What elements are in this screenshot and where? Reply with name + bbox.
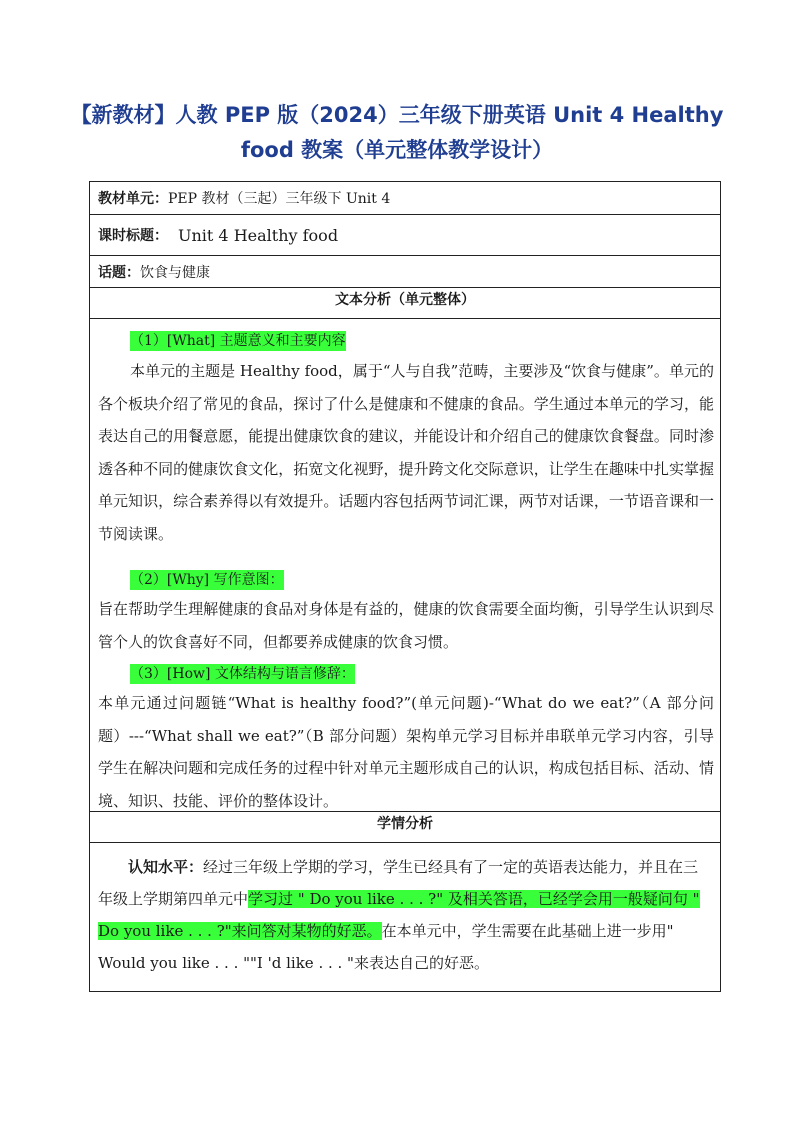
how-label: （3）[How] 文体结构与语言修辞：	[130, 666, 355, 682]
topic-label: 话题：	[98, 264, 140, 281]
cognitive-text-a: 经过三年级上学期的学习，学生已经具有了一定的英语表达能力，并且在三年级上学期第四单元中	[98, 858, 699, 908]
what-body: 本单元的主题是 Healthy food，属于“人与自我”范畴，主要涉及“饮食与健康”。单元的各个板块介绍了常见的食品，探讨了什么是健康和不健康的食品。学生通过本单元的学习，能表达自己的用餐意愿，能提出健康饮食的建议，并能设计和介绍自己的健康饮食餐盘。同时渗透各种不同的健康饮食文化，拓宽文化视野，提升跨文化交际意识，让学生在趣味中扎实掌握单元知识，综合素养得以有效提升。话题内容包括两节词汇课，两节对话课，一节语音课和一节阅读课。	[98, 362, 714, 543]
topic-row	[90, 256, 720, 288]
lesson-title-value: Unit 4 Healthy food	[178, 225, 339, 245]
topic-value: 饮食与健康	[140, 264, 210, 281]
title-line-2: food 教案（单元整体教学设计）	[240, 138, 554, 162]
what-label: （1）[What] 主题意义和主要内容	[130, 333, 346, 349]
unit-label: 教材单元：	[98, 191, 168, 207]
learner-analysis-heading: 学情分析	[90, 812, 720, 843]
unit-value: PEP 教材（三起）三年级下 Unit 4	[168, 191, 391, 207]
lesson-title-label: 课时标题：	[98, 228, 168, 244]
cognitive-level-label: 认知水平：	[128, 858, 204, 876]
cognitive-highlight: 学习过 " Do you like . . . ?" 及相关答语，已经学会用一般疑问句 " Do you like . . . ?"来问答对某物的好恶。	[98, 890, 700, 940]
title-line-1: 【新教材】人教 PEP 版（2024）三年级下册英语 Unit 4 Healthy	[70, 103, 724, 127]
lesson-plan-table	[89, 181, 721, 992]
how-body: 本单元通过问题链“What is healthy food?”(单元问题)-“What do we eat?”（A 部分问题）---“What shall we eat?”（B 部分问题）架构单元学习目标并串联单元学习内容，引导学生在解决问题和完成任务的过程中针对单元主题形成自己的认识，构成包括目标、活动、情境、知识、技能、评价的整体设计。	[98, 694, 714, 810]
cognitive-level-text	[98, 851, 712, 979]
text-analysis-cell	[90, 319, 720, 812]
learner-analysis-cell	[90, 843, 720, 991]
why-label: （2）[Why] 写作意图：	[130, 572, 284, 588]
lesson-title-row	[90, 215, 720, 256]
document-title	[60, 98, 734, 168]
cognitive-text-b: 在本单元中，学生需要在此基础上进一步用" Would you like . . . ""I 'd like . . . "来表达自己的好恶。	[98, 922, 674, 972]
text-analysis-heading: 文本分析（单元整体）	[90, 288, 720, 319]
unit-row	[90, 182, 720, 215]
why-body: 旨在帮助学生理解健康的食品对身体是有益的，健康的饮食需要全面均衡，引导学生认识到尽管个人的饮食喜好不同，但都要养成健康的饮食习惯。	[98, 600, 714, 651]
